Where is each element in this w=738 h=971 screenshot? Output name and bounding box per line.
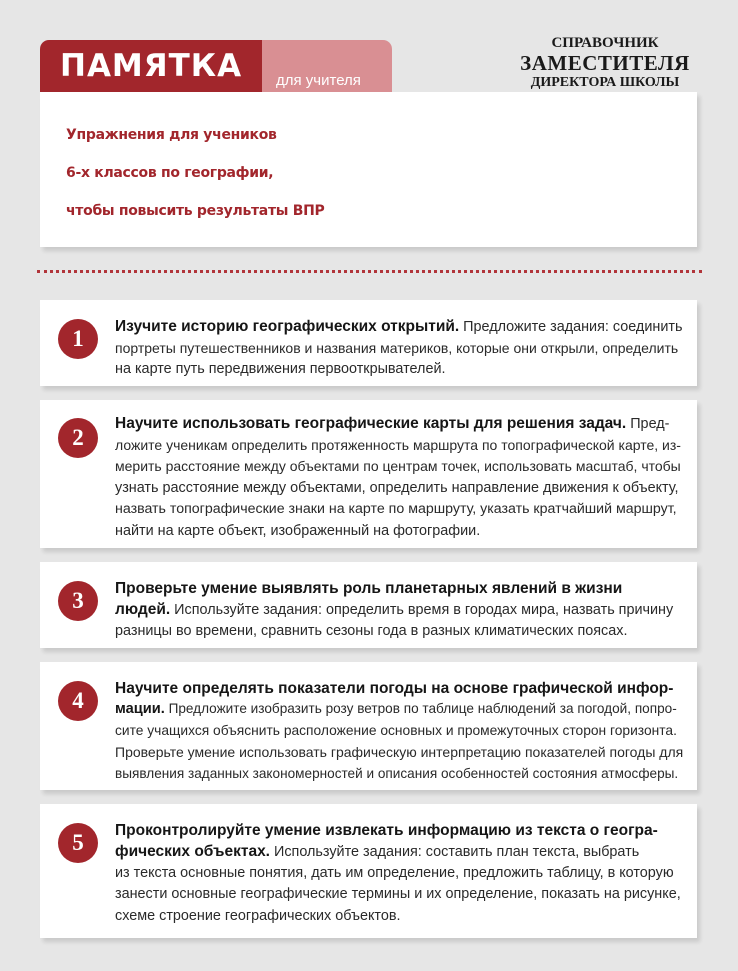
- publisher-logo-line3: ДИРЕКТОРА ШКОЛЫ: [530, 75, 680, 90]
- tip-text: Предложите задания: соединить: [459, 319, 683, 335]
- memo-badge: ПАМЯТКА: [40, 40, 262, 92]
- tip-text: портреты путешественников и названия материков, которые они открыли, определить: [115, 340, 679, 356]
- tip-line: [115, 601, 673, 619]
- tip-number-badge: 1: [58, 319, 98, 359]
- tip-line: [115, 458, 681, 474]
- title-card: [40, 92, 697, 247]
- tip-text: на карте путь передвижения первооткрывателей.: [115, 361, 446, 377]
- tip-text: сите учащихся объяснить расположение основных и промежуточных сторон горизонта.: [115, 723, 677, 738]
- tip-line: [115, 623, 627, 639]
- tip-line: [115, 766, 678, 781]
- tip-heading: фических объектах.: [115, 843, 270, 860]
- tip-line: [115, 701, 677, 717]
- tip-number-badge: 5: [58, 823, 98, 863]
- tip-text: Используйте задания: составить план текста, выбрать: [270, 844, 640, 860]
- tip-text: узнать расстояние между объектами, определить направление движения к объекту,: [115, 480, 679, 496]
- tip-heading: мации.: [115, 701, 165, 717]
- tip-card-3: [40, 562, 697, 648]
- tip-text: ложите ученикам определить протяженность маршрута по топографической карте, из-: [115, 437, 681, 453]
- page-title-line: Упражнения для учеников: [66, 127, 277, 143]
- tip-heading: людей.: [115, 601, 171, 618]
- tip-line: [115, 744, 683, 760]
- tip-heading: Проверьте умение выявлять роль планетарных явлений в жизни: [115, 580, 623, 597]
- tip-card-4: [40, 662, 697, 790]
- tip-text: мерить расстояние между объектами по центрам точек, использовать масштаб, чтобы: [115, 458, 681, 474]
- tip-line: [115, 680, 673, 698]
- tip-number-badge: 4: [58, 681, 98, 721]
- tip-heading: Проконтролируйте умение извлекать информацию из текста о геогра-: [115, 822, 658, 839]
- publisher-logo-line1: СПРАВОЧНИК: [551, 35, 659, 51]
- tip-text: найти на карте объект, изображенный на фотографии.: [115, 523, 481, 539]
- tip-text: Предложите изобразить розу ветров по таблице наблюдений за погодой, попро-: [164, 701, 677, 716]
- tip-text: схеме строение географических объектов.: [115, 908, 401, 924]
- tip-card-5: [40, 804, 697, 938]
- publisher-logo-line2: ЗАМЕСТИТЕЛЯ: [520, 51, 690, 75]
- tip-line: [115, 523, 480, 539]
- tip-card-1: [40, 300, 697, 386]
- publisher-logo: [505, 35, 705, 91]
- tip-line: [115, 501, 677, 517]
- tip-number-badge: 2: [58, 418, 98, 458]
- tip-line: [115, 843, 639, 861]
- tip-line: [115, 361, 446, 377]
- tip-line: [115, 886, 681, 902]
- tip-card-2: [40, 400, 697, 548]
- page-title-line: чтобы повысить результаты ВПР: [66, 203, 325, 219]
- dotted-divider: [37, 270, 702, 273]
- tip-text: Используйте задания: определить время в городах мира, назвать причину: [170, 602, 674, 618]
- tip-line: [115, 480, 679, 496]
- tip-line: [115, 908, 401, 924]
- tip-line: [115, 437, 681, 453]
- tip-line: [115, 723, 677, 738]
- tip-line: [115, 340, 678, 356]
- tip-heading: Изучите историю географических открытий.: [115, 318, 460, 335]
- tip-text: выявления заданных закономерностей и описания особенностей состояния атмосферы.: [115, 766, 679, 781]
- tip-heading: Научите определять показатели погоды на основе графической инфор-: [115, 680, 674, 697]
- tip-text: назвать топографические знаки на карте по маршруту, указать кратчайший маршрут,: [115, 501, 677, 517]
- tip-line: [115, 580, 622, 598]
- tip-line: [115, 318, 682, 336]
- tip-line: [115, 822, 658, 840]
- tip-line: [115, 415, 669, 433]
- tip-number-badge: 3: [58, 581, 98, 621]
- tip-text: из текста основные понятия, дать им определение, предложить таблицу, в которую: [115, 865, 674, 881]
- audience-badge: для учителя: [262, 40, 392, 92]
- tip-text: Проверьте умение использовать графическую интерпретацию показателей погоды для: [115, 744, 684, 760]
- tip-line: [115, 865, 674, 881]
- page-title-line: 6-х классов по географии,: [66, 165, 274, 181]
- tip-text: разницы во времени, сравнить сезоны года в разных климатических поясах.: [115, 623, 628, 639]
- tip-text: Пред-: [626, 416, 670, 432]
- tip-heading: Научите использовать географические карты для решения задач.: [115, 415, 627, 432]
- tip-text: занести основные географические термины и их определение, показать на рисунке,: [115, 886, 681, 902]
